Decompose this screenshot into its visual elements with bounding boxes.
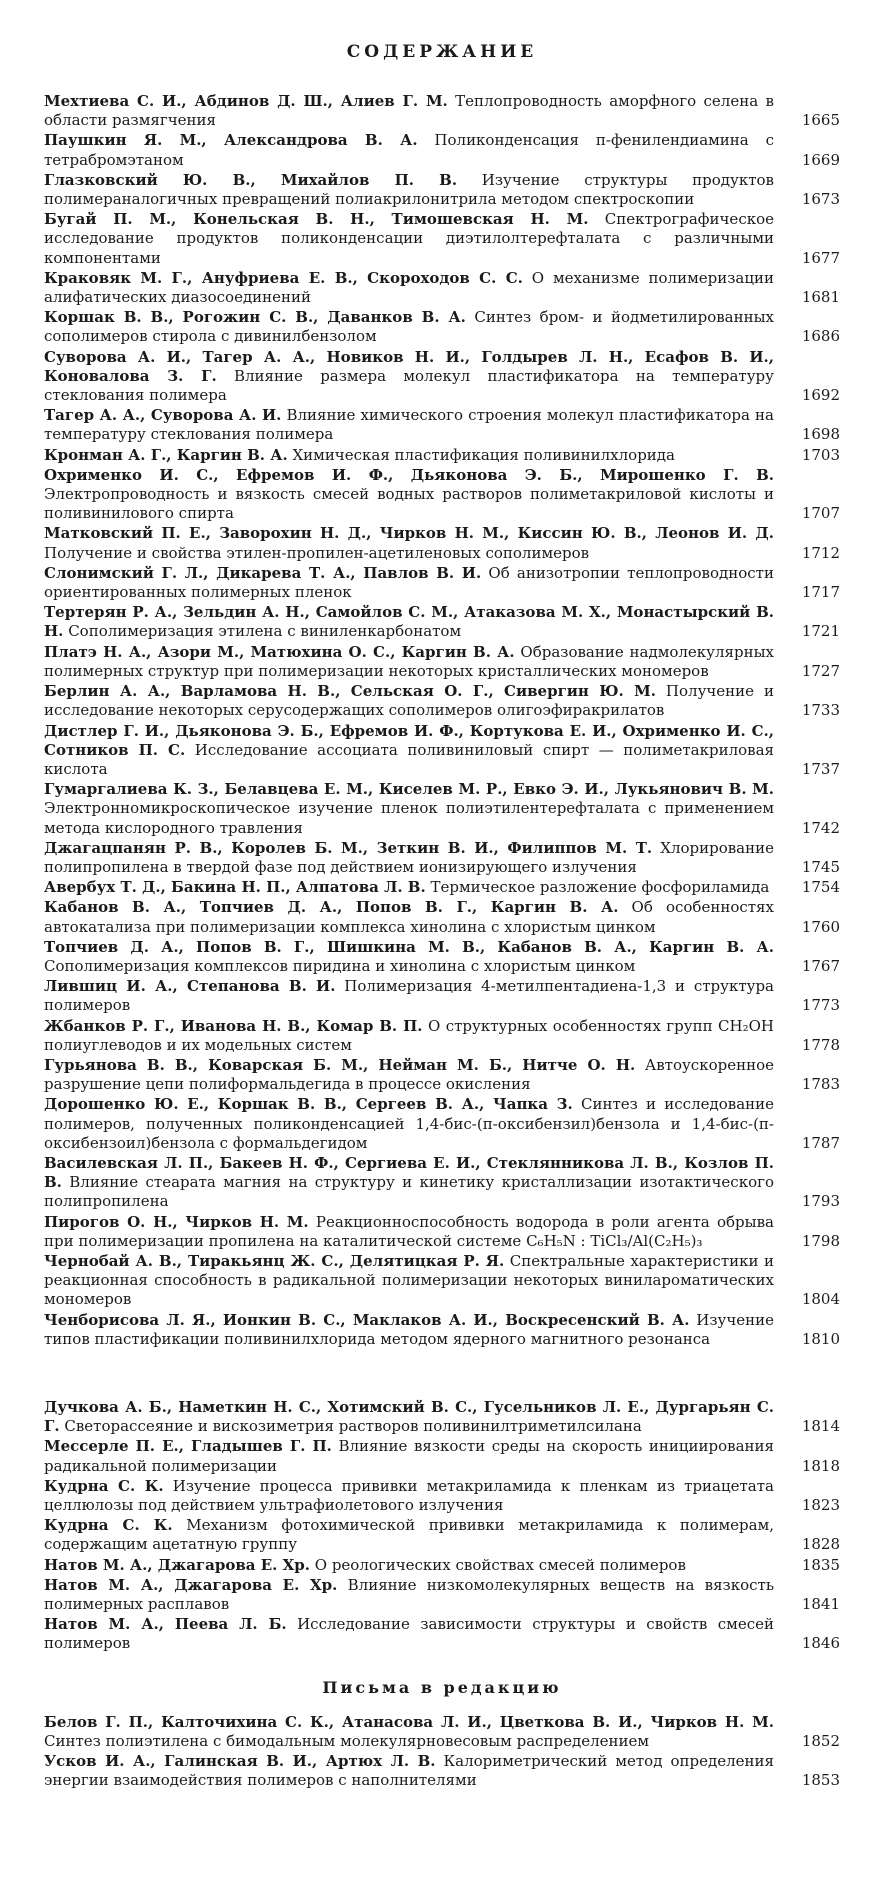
- toc-entry-title: Изучение процесса прививки метакриламида к пленкам из триацетата целлюлозы под действием ультрафиолетового излучения: [44, 1476, 774, 1515]
- toc-entry-title: Хлорирование полипропилена в твердой фазе под действием ионизирующего излучения: [44, 838, 774, 876]
- toc-entry-title: Влияние низкомолекулярных веществ на вязкость полимерных расплавов: [44, 1575, 775, 1614]
- toc-entry-title: Полимеризация 4-метилпентадиена-1,3 и структура полимеров: [44, 977, 774, 1015]
- toc-entry-text: [44, 898, 774, 936]
- contents-list-letters: [44, 1713, 840, 1791]
- toc-entry-title: О реологических свойствах смесей полимеров: [314, 1555, 686, 1574]
- toc-entry: [44, 1516, 840, 1554]
- toc-entry-text: [44, 269, 774, 307]
- toc-entry-title: Образование надмолекулярных полимерных структур при полимеризации некоторых кристаллических мономеров: [44, 642, 774, 680]
- toc-entry: [44, 839, 840, 877]
- toc-entry: [44, 1213, 840, 1251]
- toc-entry-text: [44, 1615, 774, 1653]
- toc-entry: [44, 1477, 840, 1515]
- toc-entry-page-number: 1853: [801, 1771, 840, 1790]
- toc-entry: [44, 92, 840, 130]
- toc-entry: [44, 1311, 840, 1349]
- toc-entry-authors: Глазковский Ю. В., Михайлов П. В.: [44, 170, 458, 189]
- toc-entry-title: О структурных особенностях групп CH₂OH полиуглеводов и их модельных систем: [44, 1016, 774, 1054]
- toc-entry-authors: Гумаргалиева К. З., Белавцева Е. М., Киселев М. Р., Евко Э. И., Лукьянович В. М.: [44, 780, 774, 799]
- toc-entry: [44, 898, 840, 936]
- toc-entry-page-number: 1760: [801, 917, 840, 936]
- toc-entry-page-number: 1745: [801, 857, 840, 876]
- toc-entry-text: [44, 977, 774, 1015]
- toc-entry-page-number: 1828: [801, 1535, 840, 1554]
- toc-entry: [44, 603, 840, 641]
- toc-entry-page-number: 1727: [801, 661, 840, 680]
- toc-entry-title: Влияние вязкости среды на скорость инициирования радикальной полимеризации: [44, 1437, 774, 1475]
- toc-entry-text: [44, 1017, 774, 1055]
- toc-entry-authors: Пирогов О. Н., Чирков Н. М.: [44, 1212, 309, 1231]
- page-title: СОДЕРЖАНИЕ: [346, 42, 538, 62]
- toc-entry-page-number: 1721: [801, 622, 840, 641]
- toc-entry: [44, 1576, 840, 1614]
- toc-entry-title: Электронномикроскопическое изучение пленок полиэтилентерефталата с применением метода кислородного травления: [44, 799, 774, 837]
- toc-entry-authors: Кудрна С. К.: [44, 1516, 173, 1535]
- toc-entry-authors: Платэ Н. А., Азори М., Матюхина О. С., Каргин В. А.: [44, 642, 515, 661]
- toc-entry-page-number: 1669: [801, 150, 840, 169]
- toc-entry-title: Изучение типов пластификации поливинилхлорида методом ядерного магнитного резонанса: [44, 1310, 774, 1348]
- toc-entry-title: Синтез бром- и йодметилированных сополимеров стирола с дивинилбензолом: [44, 308, 775, 346]
- toc-entry-title: Влияние химического строения молекул пластификатора на температуру стеклования полимера: [44, 406, 774, 444]
- toc-entry-text: [44, 1056, 774, 1094]
- toc-entry-authors: Лившиц И. А., Степанова В. И.: [44, 977, 336, 996]
- toc-entry-authors: Усков И. А., Галинская В. И., Артюх Л. В.: [44, 1752, 436, 1771]
- toc-entry-authors: Василевская Л. П., Бакеев Н. Ф., Сергиева Е. И., Стеклянникова Л. В., Козлов П. В.: [44, 1153, 774, 1192]
- toc-entry-page-number: 1852: [801, 1731, 840, 1750]
- toc-entry-text: [44, 780, 774, 838]
- toc-entry: [44, 1154, 840, 1212]
- toc-entry: [44, 938, 840, 976]
- toc-entry-authors: Белов Г. П., Калточихина С. К., Атанасова Л. И., Цветкова В. И., Чирков Н. М.: [44, 1712, 774, 1731]
- toc-entry-page-number: 1712: [801, 543, 840, 562]
- toc-entry: [44, 524, 840, 562]
- toc-entry-text: [44, 603, 774, 641]
- toc-entry-authors: Мессерле П. Е., Гладышев Г. П.: [44, 1437, 332, 1456]
- toc-entry-page-number: 1804: [801, 1290, 840, 1309]
- toc-entry-title: Автоускоренное разрушение цепи полиформальдегида в процессе окисления: [44, 1055, 774, 1094]
- toc-entry-page-number: 1773: [801, 996, 840, 1015]
- toc-entry-page-number: 1841: [801, 1595, 840, 1614]
- toc-entry-title: О механизме полимеризации алифатических диазосоединений: [44, 268, 774, 307]
- toc-entry-text: [44, 406, 774, 444]
- toc-entry-page-number: 1778: [801, 1035, 840, 1054]
- toc-entry-text: [44, 839, 774, 877]
- toc-entry-title: Влияние стеарата магния на структуру и кинетику кристаллизации изотактического полипропилена: [44, 1173, 774, 1211]
- toc-entry-title: Электропроводность и вязкость смесей водных растворов полиметакриловой кислоты и поливинилового спирта: [44, 485, 774, 523]
- toc-entry-page-number: 1823: [801, 1496, 840, 1515]
- toc-entry-text: [44, 1252, 774, 1310]
- toc-entry-authors: Джагацпанян Р. В., Королев Б. М., Зеткин В. И., Филиппов М. Т.: [44, 838, 653, 857]
- toc-entry-text: [44, 938, 774, 976]
- toc-entry: [44, 406, 840, 444]
- toc-entry-text: [44, 1437, 774, 1475]
- toc-entry: [44, 1713, 840, 1751]
- toc-entry: [44, 1615, 840, 1653]
- toc-entry-authors: Паушкин Я. М., Александрова В. А.: [44, 131, 418, 150]
- toc-entry: [44, 171, 840, 209]
- toc-entry-page-number: 1733: [801, 701, 840, 720]
- toc-entry-text: [44, 171, 774, 209]
- toc-entry-title: Сополимеризация этилена с виниленкарбонатом: [68, 622, 462, 641]
- toc-entry: [44, 1095, 840, 1153]
- toc-entry-text: [44, 722, 774, 780]
- toc-entry-text: [44, 348, 774, 406]
- toc-entry-text: [44, 1213, 774, 1251]
- toc-entry-authors: Коршак В. В., Рогожин С. В., Даванков В. А.: [44, 308, 466, 327]
- toc-entry: [44, 643, 840, 681]
- toc-entry-page-number: 1692: [801, 386, 840, 405]
- toc-entry-text: [44, 131, 774, 169]
- toc-entry-title: Изучение структуры продуктов полимераналогичных превращений полиакрилонитрила методом спектроскопии: [44, 170, 774, 209]
- toc-entry-authors: Кронман А. Г., Каргин В. А.: [44, 445, 288, 464]
- toc-entry-page-number: 1814: [801, 1417, 840, 1436]
- toc-entry-page-number: 1798: [801, 1231, 840, 1250]
- toc-entry-authors: Топчиев Д. А., Попов В. Г., Шишкина М. В., Кабанов В. А., Каргин В. А.: [44, 937, 774, 956]
- toc-entry: [44, 722, 840, 780]
- toc-entry-title: Спектрографическое исследование продуктов поликонденсации диэтилолтерефталата с различными компонентами: [44, 210, 774, 267]
- toc-entry-title: Реакционноспособность водорода в роли агента обрыва при полимеризации пропилена на каталитической системе C₆H₅N : TiCl₃/Al(C₂H₅)₃: [44, 1212, 774, 1250]
- toc-entry-title: Светорассеяние и вискозиметрия растворов поливинилтриметилсилана: [64, 1417, 642, 1436]
- toc-entry-page-number: 1818: [801, 1456, 840, 1475]
- toc-entry-text: [44, 564, 774, 602]
- toc-entry-authors: Суворова А. И., Тагер А. А., Новиков Н. И., Голдырев Л. Н., Есафов В. И., Коновалова З. Г.: [44, 347, 774, 385]
- toc-entry-authors: Кабанов В. А., Топчиев Д. А., Попов В. Г., Каргин В. А.: [44, 898, 619, 917]
- toc-entry: [44, 1556, 840, 1575]
- toc-entry-text: [44, 878, 774, 897]
- toc-entry: [44, 878, 840, 897]
- toc-entry-title: Химическая пластификация поливинилхлорида: [292, 445, 675, 464]
- toc-entry: [44, 210, 840, 268]
- toc-entry-text: [44, 92, 774, 130]
- toc-entry-authors: Ченборисова Л. Я., Ионкин В. С., Маклаков А. И., Воскресенский В. А.: [44, 1310, 690, 1329]
- toc-entry: [44, 1398, 840, 1436]
- toc-entry-text: [44, 1154, 774, 1212]
- toc-entry: [44, 1056, 840, 1094]
- toc-entry-authors: Натов М. А., Джагарова Е. Хр.: [44, 1555, 310, 1574]
- toc-entry-title: Сополимеризация комплексов пиридина и хинолина с хлористым цинком: [44, 956, 636, 975]
- toc-entry-page-number: 1767: [801, 956, 840, 975]
- toc-entry-text: [44, 1398, 774, 1436]
- toc-entry-text: [44, 643, 774, 681]
- toc-entry-authors: Матковский П. Е., Заворохин Н. Д., Чирков Н. М., Киссин Ю. В., Леонов И. Д.: [44, 524, 774, 543]
- toc-entry-page-number: 1686: [801, 327, 840, 346]
- toc-entry-page-number: 1810: [801, 1329, 840, 1348]
- toc-entry-text: [44, 1477, 774, 1515]
- toc-entry-page-number: 1717: [801, 583, 840, 602]
- toc-entry-title: Синтез и исследование полимеров, полученных поликонденсацией 1,4-бис-(п-оксибензил)бензола и 1,4-бис-(п-оксибензоил)бензола с формальдегидом: [44, 1095, 775, 1152]
- toc-entry: [44, 564, 840, 602]
- toc-entry-page-number: 1665: [801, 111, 840, 130]
- toc-entry-authors: Краковяк М. Г., Ануфриева Е. В., Скороходов С. С.: [44, 268, 523, 287]
- toc-entry-authors: Дистлер Г. И., Дьяконова Э. Б., Ефремов И. Ф., Кортукова Е. И., Охрименко И. С., Сотников П. С.: [44, 721, 774, 759]
- toc-entry-authors: Дучкова А. Б., Наметкин Н. С., Хотимский В. С., Гусельников Л. Е., Дургарьян С. Г.: [44, 1398, 774, 1436]
- toc-entry-authors: Берлин А. А., Варламова Н. В., Сельская О. Г., Сивергин Ю. М.: [44, 682, 656, 701]
- toc-entry-text: [44, 524, 774, 562]
- toc-entry-text: [44, 308, 774, 346]
- toc-entry: [44, 1752, 840, 1790]
- toc-entry-authors: Тертерян Р. А., Зельдин А. Н., Самойлов С. М., Атаказова М. Х., Монастырский В. Н.: [44, 603, 774, 641]
- toc-entry-page-number: 1698: [801, 425, 840, 444]
- toc-entry-page-number: 1681: [801, 288, 840, 307]
- toc-entry-text: [44, 1311, 774, 1349]
- toc-entry: [44, 446, 840, 465]
- toc-entry-authors: Натов М. А., Джагарова Е. Хр.: [44, 1575, 338, 1594]
- toc-entry-title: Спектральные характеристики и реакционная способность в радикальной полимеризации некоторых винилароматических мономеров: [44, 1251, 774, 1309]
- toc-entry: [44, 348, 840, 406]
- toc-entry-title: Об особенностях автокатализа при полимеризации комплекса хинолина с хлористым цинком: [44, 898, 774, 936]
- toc-entry-page-number: 1673: [801, 190, 840, 209]
- toc-entry-page-number: 1793: [801, 1192, 840, 1211]
- toc-entry: [44, 1017, 840, 1055]
- toc-entry-text: [44, 1556, 774, 1575]
- toc-entry-text: [44, 1752, 774, 1790]
- toc-entry: [44, 466, 840, 524]
- toc-entry-page-number: 1737: [801, 759, 840, 778]
- section-gap: [44, 1350, 840, 1398]
- toc-entry-page-number: 1846: [801, 1634, 840, 1653]
- toc-entry-authors: Кудрна С. К.: [44, 1476, 164, 1495]
- toc-entry-text: [44, 1516, 774, 1554]
- toc-entry-title: Теплопроводность аморфного селена в области размягчения: [44, 92, 774, 130]
- toc-entry-page-number: 1783: [801, 1075, 840, 1094]
- toc-entry-title: Получение и исследование некоторых серусодержащих сополимеров олигоэфиракрилатов: [44, 682, 774, 720]
- toc-entry-title: Калориметрический метод определения энергии взаимодействия полимеров с наполнителями: [44, 1752, 774, 1790]
- toc-entry-title: Термическое разложение фосфориламида: [430, 878, 770, 897]
- toc-entry-authors: Мехтиева С. И., Абдинов Д. Ш., Алиев Г. М.: [44, 92, 448, 110]
- toc-entry: [44, 269, 840, 307]
- toc-entry-authors: Бугай П. М., Конельская В. Н., Тимошевская Н. М.: [44, 210, 589, 229]
- toc-entry-page-number: 1742: [801, 818, 840, 837]
- toc-entry-title: Об анизотропии теплопроводности ориентированных полимерных пленок: [44, 563, 774, 602]
- toc-entry: [44, 1437, 840, 1475]
- toc-entry-page-number: 1787: [801, 1133, 840, 1152]
- toc-entry-title: Синтез полиэтилена с бимодальным молекулярновесовым распределением: [44, 1731, 650, 1750]
- toc-entry-text: [44, 1576, 774, 1614]
- toc-entry-page-number: 1707: [801, 504, 840, 523]
- contents-list-second: [44, 1398, 840, 1654]
- toc-entry-text: [44, 1095, 774, 1153]
- toc-entry-text: [44, 466, 774, 524]
- toc-entry-authors: Чернобай А. В., Тиракьянц Ж. С., Делятицкая Р. Я.: [44, 1251, 505, 1270]
- toc-entry-authors: Слонимский Г. Л., Дикарева Т. А., Павлов В. И.: [44, 563, 482, 582]
- toc-entry-title: Механизм фотохимической прививки метакриламида к полимерам, содержащим ацетатную группу: [44, 1516, 775, 1554]
- toc-entry-title: Исследование ассоциата поливиниловый спирт — полиметакриловая кислота: [44, 740, 774, 778]
- toc-entry-page-number: 1754: [801, 878, 840, 897]
- toc-entry-authors: Натов М. А., Пеева Л. Б.: [44, 1615, 287, 1634]
- toc-entry-authors: Авербух Т. Д., Бакина Н. П., Алпатова Л. В.: [44, 878, 426, 897]
- toc-entry: [44, 780, 840, 838]
- toc-entry-page-number: 1835: [801, 1555, 840, 1574]
- toc-entry: [44, 308, 840, 346]
- letters-heading: Письма в редакцию: [322, 1677, 562, 1697]
- toc-entry-page-number: 1677: [801, 248, 840, 267]
- toc-entry-authors: Тагер А. А., Суворова А. И.: [44, 406, 282, 425]
- toc-entry: [44, 977, 840, 1015]
- toc-entry-authors: Охрименко И. С., Ефремов И. Ф., Дьяконова Э. Б., Мирошенко Г. В.: [44, 465, 774, 484]
- toc-entry-text: [44, 210, 774, 268]
- toc-entry: [44, 131, 840, 169]
- toc-entry-text: [44, 1713, 774, 1751]
- toc-entry-title: Исследование зависимости структуры и свойств смесей полимеров: [44, 1615, 774, 1653]
- toc-entry-title: Влияние размера молекул пластификатора на температуру стеклования полимера: [44, 366, 774, 405]
- toc-entry-text: [44, 446, 774, 465]
- toc-entry-authors: Жбанков Р. Г., Иванова Н. В., Комар В. П.: [44, 1016, 423, 1035]
- toc-entry: [44, 1252, 840, 1310]
- contents-list-main: [44, 92, 840, 1349]
- toc-entry-title: Поликонденсация п-фенилендиамина с тетрабромэтаном: [44, 131, 774, 169]
- toc-entry-title: Получение и свойства этилен-пропилен-ацетиленовых сополимеров: [44, 543, 590, 562]
- toc-entry-text: [44, 682, 774, 720]
- toc-entry-authors: Гурьянова В. В., Коварская Б. М., Нейман М. Б., Нитче О. Н.: [44, 1055, 636, 1074]
- toc-entry-authors: Дорошенко Ю. Е., Коршак В. В., Сергеев В. А., Чапка З.: [44, 1095, 573, 1114]
- toc-entry: [44, 682, 840, 720]
- toc-entry-page-number: 1703: [801, 445, 840, 464]
